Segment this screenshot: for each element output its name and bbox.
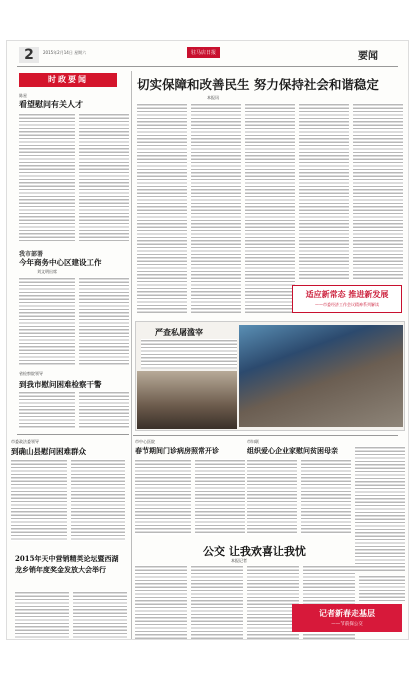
- header-rule: [17, 66, 398, 67]
- feature-subtitle: ——节前探公交: [331, 622, 363, 627]
- article-body: [71, 459, 125, 541]
- article-body: [301, 459, 351, 535]
- slogan-title: 适应新常态 推进新发展: [305, 290, 389, 299]
- feature-title: 记者新春走基层: [319, 609, 375, 618]
- article-body: [355, 446, 405, 571]
- masthead: 驻马店日报: [187, 47, 220, 58]
- article-body: [19, 277, 75, 365]
- article-body: [19, 391, 75, 429]
- column-divider: [131, 71, 132, 640]
- feature-box: [292, 604, 402, 632]
- lead-headline: 切实保障和改善民生 努力保持社会和谐稳定: [137, 77, 379, 92]
- news-photo: [239, 325, 403, 427]
- slogan-box: [292, 285, 402, 313]
- article-body: [135, 459, 191, 535]
- article-body: [79, 277, 129, 365]
- article-body: [135, 565, 187, 639]
- article-subtitle: 刘文明出席: [37, 269, 57, 274]
- article-body: [245, 103, 295, 313]
- article-title: 到确山县慰问困难群众: [11, 447, 86, 456]
- slogan-subtitle: ——市委经济工作会议精神系列解读: [315, 302, 379, 307]
- article-kicker: 市中心医院: [135, 439, 155, 444]
- photo-story-title: 严查私屠滥宰: [155, 327, 203, 337]
- bottom-headline: 公交 让我欢喜让我忧: [203, 545, 306, 558]
- divider: [17, 434, 129, 435]
- article-body: [137, 103, 187, 313]
- divider: [133, 435, 398, 436]
- article-body: [79, 113, 129, 241]
- article-body: [79, 391, 129, 429]
- article-title: 组织爱心企业家慰问贫困母亲: [247, 446, 338, 455]
- article-body: [19, 113, 75, 241]
- photo-caption: [141, 339, 237, 369]
- article-kicker: 市妇联: [247, 439, 259, 444]
- newspaper-page: [6, 40, 409, 640]
- article-body: [191, 565, 243, 639]
- article-body: [353, 103, 403, 281]
- news-photo: [137, 371, 237, 429]
- article-kicker: 我市部署: [19, 251, 44, 258]
- article-title: 今年商务中心区建设工作: [19, 258, 102, 267]
- article-body: [73, 591, 127, 639]
- lead-byline: 本报讯: [207, 95, 219, 100]
- article-title: 到我市慰问困难检察干警: [19, 380, 102, 389]
- article-body: [299, 103, 349, 281]
- page-number: 2: [19, 47, 39, 63]
- section-banner: 时政要闻: [19, 73, 117, 87]
- article-body: [359, 575, 405, 601]
- article-kicker: 陈星: [19, 93, 27, 98]
- article-body: [11, 459, 67, 541]
- article-body: [191, 103, 241, 313]
- bottom-byline: 本报记者: [231, 558, 247, 563]
- article-body: [247, 459, 297, 535]
- section-title: 要闻: [358, 51, 378, 62]
- article-kicker: 市委政法委领导: [11, 439, 39, 444]
- article-body: [15, 591, 69, 639]
- article-body: [195, 459, 245, 535]
- article-title: 2015年天中营销精英论坛暨西湖龙乡销年度奖金发放大会举行: [15, 554, 119, 574]
- article-title: 看望慰问有关人才: [19, 99, 83, 109]
- article-title: 春节期间门诊病房照常开诊: [135, 446, 219, 455]
- date-line: 2015年2月14日 星期六: [43, 50, 87, 55]
- article-kicker: 省检察院领导: [19, 371, 43, 376]
